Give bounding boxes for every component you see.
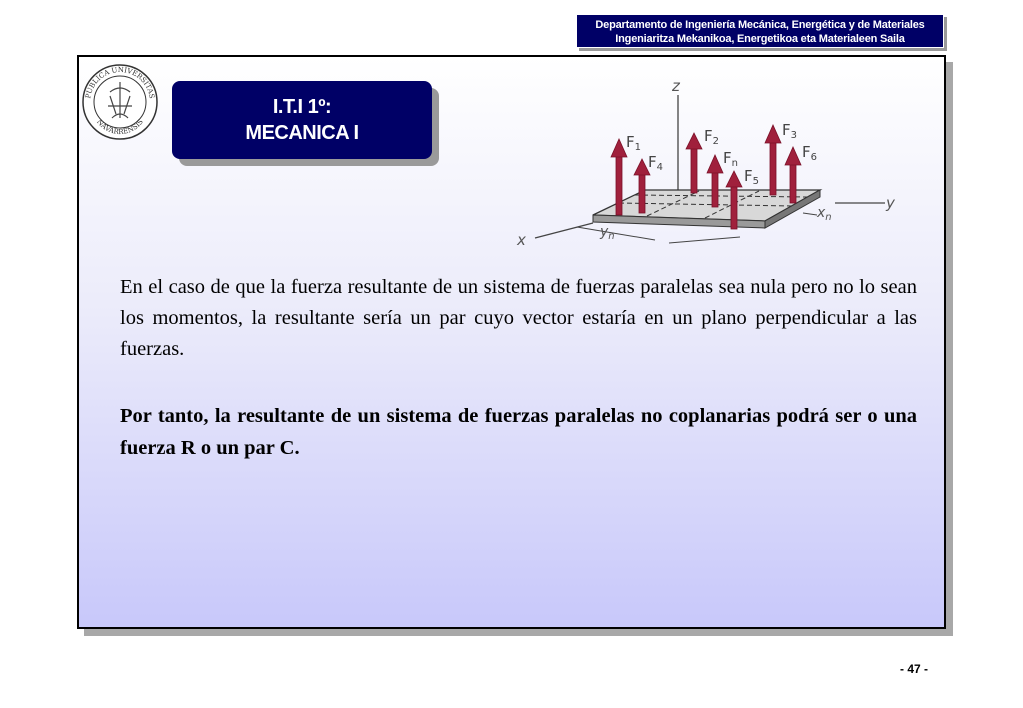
course-title-line-1: I.T.I 1º: — [272, 96, 332, 118]
xn-dimension — [803, 213, 817, 215]
force-label-f6: $F_6$ — [802, 143, 818, 163]
yn-dimension-left — [577, 227, 655, 240]
axis-y-label: y — [886, 194, 895, 212]
department-line-2: Ingeniaritza Mekanikoa, Energetikoa eta Materialeen Saila — [615, 33, 905, 45]
dim-yn-label: $y_n$ — [600, 224, 615, 242]
force-label-f3: $F_3$ — [782, 121, 798, 141]
course-title-line-2: MECANICA I — [245, 122, 359, 144]
force-label-f5: $F_5$ — [744, 167, 760, 187]
axis-z-label: z — [672, 77, 680, 95]
force-label-f2: $F_2$ — [704, 127, 720, 147]
force-arrow-f3 — [770, 141, 776, 195]
body-paragraph-1: En el caso de que la fuerza resultante de un sistema de fuerzas paralelas sea nula pero no lo sean los momentos, la resultante sería un par cuyo vector estaría en un plano perpendicular a las fuerzas. — [120, 276, 917, 360]
university-seal-icon — [80, 62, 160, 142]
x-axis-line — [535, 223, 593, 238]
force-arrow-f4 — [639, 173, 645, 213]
department-line-1: Departamento de Ingeniería Mecánica, Energética y de Materiales — [595, 19, 925, 31]
seal-text-bottom: NAVARRENSIS — [95, 117, 145, 137]
parallel-forces-figure — [505, 75, 905, 253]
force-label-f1: $F_1$ — [626, 133, 642, 153]
force-label-fn: $F_n$ — [723, 149, 738, 169]
seal-text-top: PUBLICA UNIVERSITAS — [84, 65, 156, 100]
body-paragraph-2-conclusion: Por tanto, la resultante de un sistema de fuerzas paralelas no coplanarias podrá ser o una fuerza R o un par C. — [120, 405, 917, 459]
force-label-f4: $F_4$ — [648, 153, 664, 173]
course-title-box — [172, 81, 432, 159]
page-number: - 47 - — [900, 662, 929, 676]
force-arrow-f1 — [616, 155, 622, 215]
force-arrow-f6 — [790, 163, 796, 203]
force-arrow-f2 — [691, 147, 697, 193]
force-arrow-f5 — [731, 185, 737, 229]
force-arrow-fn — [712, 171, 718, 207]
department-header — [576, 14, 944, 48]
yn-dimension-right — [669, 237, 740, 243]
dim-xn-label: $x_n$ — [817, 205, 832, 223]
axis-x-label: x — [517, 231, 526, 249]
